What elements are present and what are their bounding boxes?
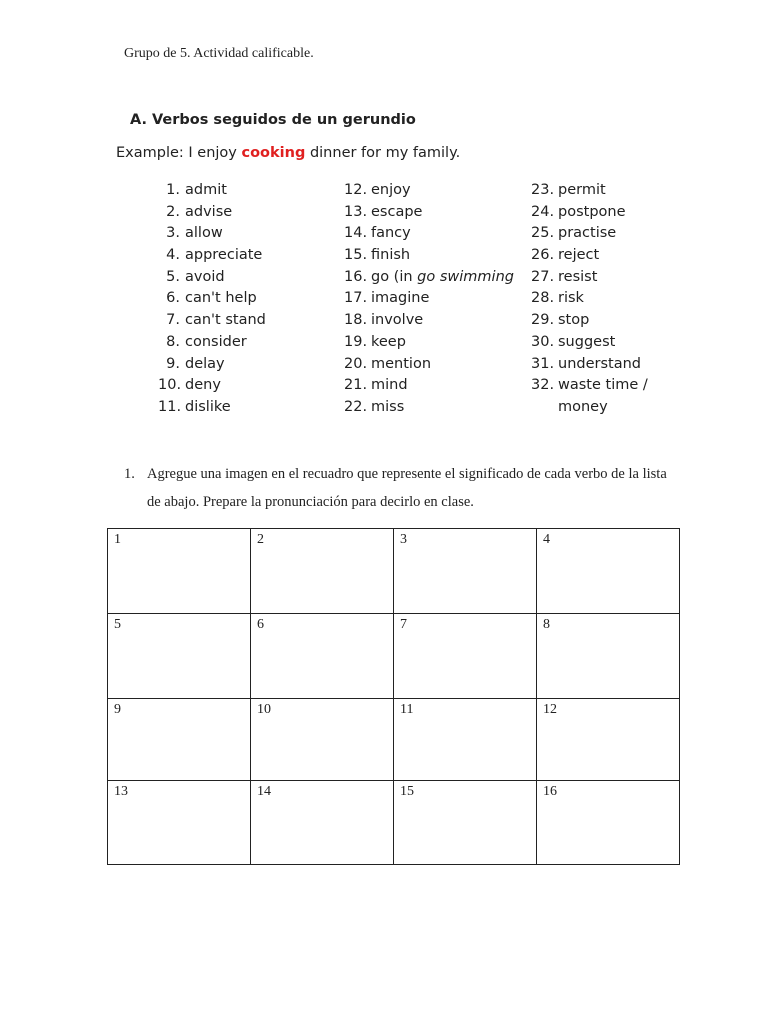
grid-row [108,614,680,699]
verb-number: 13. [344,203,368,220]
verb-word: avoid [185,268,225,285]
verb-number: 1. [166,182,180,198]
verb-word: enjoy [371,182,411,198]
grid-cell[interactable]: 10 [251,699,394,781]
verb-number: 30. [531,333,555,350]
verb-item [344,332,406,354]
image-grid-table [107,528,680,865]
verb-number: 11. [158,398,182,415]
verb-item [158,354,225,376]
grid-cell[interactable]: 2 [251,529,394,614]
verb-item [158,397,231,419]
verb-item [158,202,233,224]
grid-cell[interactable]: 14 [251,781,394,865]
grid-cell[interactable]: 8 [537,614,680,699]
verb-number: 2. [166,203,180,220]
verb-word [371,267,514,289]
verb-word: miss [371,398,405,415]
verb-word: delay [185,355,225,372]
verb-word: reject [558,247,600,264]
verb-item [531,310,590,332]
verb-number: 23. [531,182,555,198]
verb-item [344,354,432,376]
verb-word: stop [558,312,590,329]
verb-word: permit [558,182,606,198]
verb-word: finish [371,247,411,264]
verb-item [158,375,221,397]
verb-number: 9. [166,355,180,372]
verb-item [531,202,626,224]
verb-number: 8. [166,333,180,350]
verb-item [531,267,598,289]
grid-row [108,781,680,865]
verb-number: 4. [166,247,180,264]
verb-word-italic: go swimming [417,268,514,285]
verb-number: 27. [531,268,555,285]
verb-item [344,223,411,245]
section-letter: A. [130,112,147,128]
verb-item [531,245,600,267]
verb-number: 18. [344,312,368,329]
verb-number: 29. [531,312,555,329]
grid-cell[interactable]: 7 [394,614,537,699]
verb-number: 6. [166,290,180,307]
verb-word: mind [371,377,408,394]
grid-cell[interactable]: 16 [537,781,680,865]
instruction-text: Agregue una imagen en el recuadro que represente el significado de cada verbo de la lista de abajo. Prepare la pronunciación para decirlo en clase. [147,466,667,510]
example-sentence [116,145,460,161]
verb-word: advise [185,203,233,220]
verb-word: risk [558,290,584,307]
example-suffix: dinner for my family. [305,145,461,161]
verb-word: mention [371,355,432,372]
verb-word: suggest [558,333,616,350]
verb-number: 22. [344,398,368,415]
verb-word: understand [558,355,641,372]
grid-cell[interactable]: 15 [394,781,537,865]
example-highlight: cooking [241,145,306,161]
verb-word: allow [185,225,223,242]
verb-word: dislike [185,398,231,415]
verb-item [158,223,223,245]
verb-word: involve [371,312,424,329]
verb-word-plain: go (in [371,268,418,285]
verb-item [158,288,257,310]
grid-row [108,699,680,781]
verb-number: 12. [344,182,368,198]
grid-cell[interactable]: 1 [108,529,251,614]
verb-word: fancy [371,225,411,242]
verb-item [344,397,405,419]
verb-number: 24. [531,203,555,220]
verb-word: keep [371,333,406,350]
verb-word: appreciate [185,247,263,264]
grid-cell[interactable]: 3 [394,529,537,614]
verb-item [344,288,430,310]
verb-item [344,202,423,224]
instruction-number: 1. [124,466,135,482]
grid-row [108,529,680,614]
verb-number: 17. [344,290,368,307]
example-prefix: Example: I enjoy [116,145,242,161]
verb-item [531,332,616,354]
verb-list-column-1 [158,180,266,419]
verb-number: 3. [166,225,180,242]
verb-number: 21. [344,377,368,394]
verb-word: imagine [371,290,430,307]
verb-word: resist [558,268,598,285]
verb-number: 32. [531,377,555,394]
verb-word-line2: money [558,398,608,415]
verb-item [344,310,424,332]
verb-list-column-2 [344,180,514,419]
verb-item [531,288,584,310]
grid-cell[interactable]: 6 [251,614,394,699]
verb-number: 16. [344,268,368,285]
verb-number: 14. [344,225,368,242]
verb-item [344,245,411,267]
verb-item [531,223,617,245]
verb-number: 26. [531,247,555,264]
grid-cell[interactable]: 5 [108,614,251,699]
verb-item [344,375,408,397]
verb-list-column-3 [531,180,648,415]
section-title: Verbos seguidos de un gerundio [152,112,416,128]
verb-number: 15. [344,247,368,264]
verb-word: admit [185,182,227,198]
verb-word: waste time / [558,377,648,394]
grid-cell[interactable]: 13 [108,781,251,865]
verb-word: can't help [185,290,257,307]
verb-number: 19. [344,333,368,350]
grid-cell[interactable]: 4 [537,529,680,614]
verb-item [158,245,263,267]
verb-item [344,267,514,289]
grid-cell[interactable]: 12 [537,699,680,781]
verb-item [158,180,227,202]
verb-item [344,180,411,202]
grid-cell[interactable]: 11 [394,699,537,781]
verb-word: postpone [558,203,626,220]
verb-number: 20. [344,355,368,372]
verb-item [531,180,606,202]
verb-item [158,267,225,289]
verb-word: practise [558,225,617,242]
section-heading [130,112,416,128]
verb-word: escape [371,203,423,220]
verb-number: 25. [531,225,555,242]
verb-item [531,354,641,376]
verb-number: 31. [531,355,555,372]
verb-number: 7. [166,312,180,329]
verb-item [158,332,247,354]
grid-cell[interactable]: 9 [108,699,251,781]
verb-word: deny [185,377,221,394]
verb-number: 28. [531,290,555,307]
instruction [124,460,684,516]
group-note: Grupo de 5. Actividad calificable. [124,46,314,61]
verb-item [158,310,266,332]
verb-word: consider [185,333,247,350]
verb-number: 5. [166,268,180,285]
verb-word: can't stand [185,312,266,329]
verb-number: 10. [158,377,182,394]
verb-item [531,375,648,415]
